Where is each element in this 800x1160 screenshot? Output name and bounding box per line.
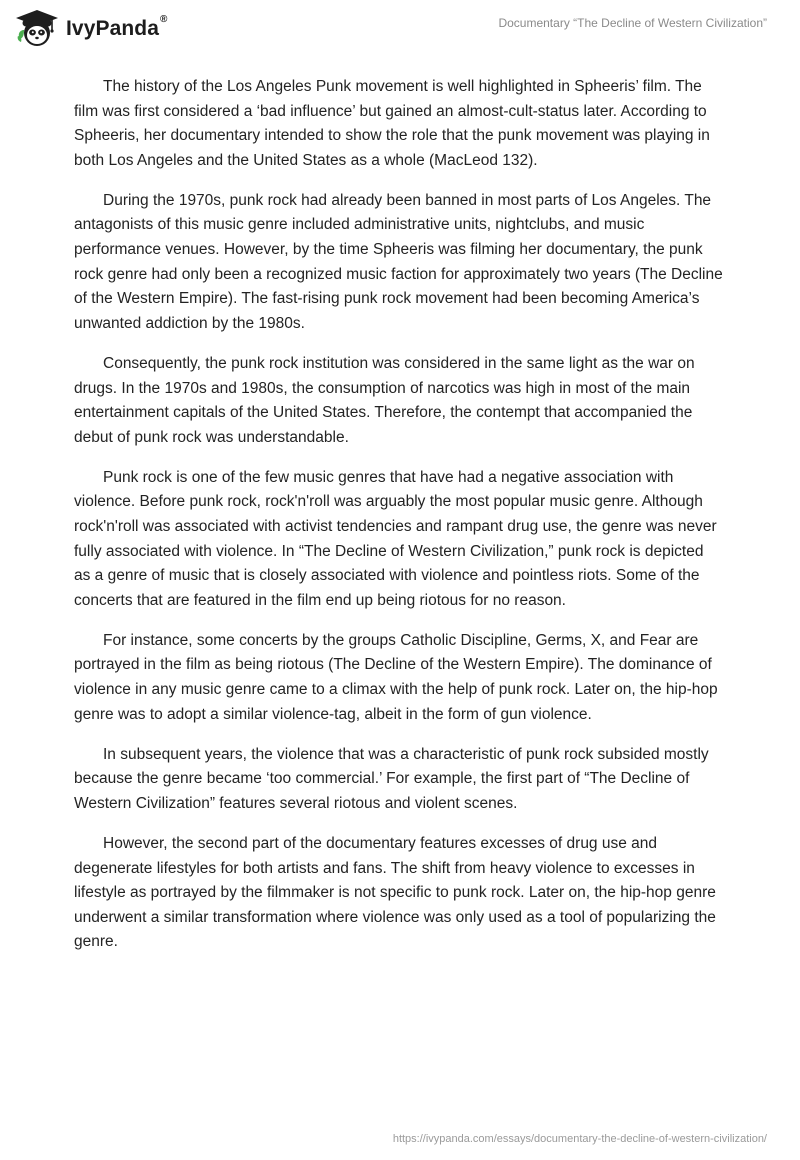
essay-body: [74, 75, 724, 971]
source-url[interactable]: https://ivypanda.com/essays/documentary-the-decline-of-western-civilization/: [392, 1133, 767, 1145]
essay-paragraph-2: During the 1970s, punk rock had already been banned in most parts of Los Angeles. The antagonists of this music genre included administrative units, nightclubs, and music performance venues. However, by the time Spheeris was filming her documentary, the punk rock genre had only been a recognized music faction for approximately two years (The Decline of the Western Empire). The fast-rising punk rock movement had been becoming America’s unwanted addiction by the 1980s.: [74, 191, 723, 332]
essay-paragraph-1: The history of the Los Angeles Punk movement is well highlighted in Spheeris’ film. The film was first considered a ‘bad influence’ but gained an almost-cult-status later. According to Spheeris, her documentary intended to show the role that the punk movement was playing in both Los Angeles and the United States as a whole (MacLeod 132).: [74, 78, 710, 169]
brand-name: IvyPanda®: [66, 14, 168, 40]
ivypanda-logo[interactable]: [14, 8, 167, 48]
essay-paragraph-7: However, the second part of the documentary features excesses of drug use and degenerate lifestyles for both artists and fans. The shift from heavy violence to excesses in lifestyle as portrayed by the filmmaker is not specific to punk rock. Later on, the hip-hop genre underwent a similar transformation where violence was only used as a tool of popularizing the genre.: [74, 835, 716, 951]
page-header: [0, 0, 800, 64]
panda-graduate-icon: [14, 8, 60, 48]
registered-mark: ®: [160, 14, 168, 25]
essay-paragraph-4: Punk rock is one of the few music genres that have had a negative association with violence. Before punk rock, rock'n'roll was arguably the most popular music genre. Although rock'n'roll was associated with activist tendencies and rampant drug use, the genre was never fully associated with violence. In “The Decline of Western Civilization,” punk rock is depicted as a genre of music that is closely associated with violence and pointless riots. Some of the concerts that are featured in the film end up being riotous for no reason.: [74, 468, 717, 609]
essay-paragraph-5: For instance, some concerts by the groups Catholic Discipline, Germs, X, and Fear are portrayed in the film as being riotous (The Decline of the Western Empire). The dominance of violence in any music genre came to a climax with the help of punk rock. Later on, the hip-hop genre was to adopt a similar violence-tag, albeit in the form of gun violence.: [74, 631, 718, 723]
essay-paragraph-6: In subsequent years, the violence that was a characteristic of punk rock subsided mostly because the genre became ‘too commercial.’ For example, the first part of “The Decline of Western Civilization” features several riotous and violent scenes.: [74, 745, 709, 812]
document-title: Documentary “The Decline of Western Civilization”: [498, 16, 767, 30]
essay-paragraph-3: Consequently, the punk rock institution was considered in the same light as the war on drugs. In the 1970s and 1980s, the consumption of narcotics was high in most of the main entertainment capitals of the United States. Therefore, the contempt that accompanied the debut of punk rock was understandable.: [74, 354, 695, 446]
